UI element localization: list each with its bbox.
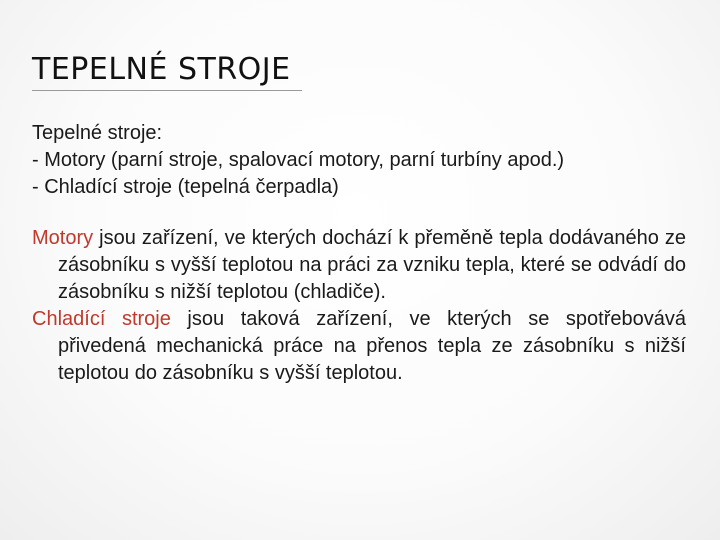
slide-body <box>32 120 686 387</box>
list-item-motors: - Motory (parní stroje, spalovací motory, parní turbíny apod.) <box>32 149 565 171</box>
definition-cooling-machines <box>32 306 686 387</box>
title-underline <box>32 90 302 91</box>
term-cooling-machines: Chladící stroje <box>32 308 171 330</box>
list-item-cooling-machines: - Chladící stroje (tepelná čerpadla) <box>32 176 339 198</box>
intro-line: Tepelné stroje: <box>32 122 163 144</box>
paragraph-spacer <box>32 201 686 225</box>
definition-cooling-machines-text: jsou taková zařízení, ve kterých se spotřebovává přivedená mechanická práce na přenos tepla ze zásobníku s nižší teplotou do zásobníku s vyšší teplotou. <box>58 308 686 384</box>
definition-motors <box>32 225 686 306</box>
definition-motors-text: jsou zařízení, ve kterých dochází k přeměně tepla dodávaného ze zásobníku s vyšší teplotou na práci za vzniku tepla, které se odvádí do zásobníku s nižší teplotou (chladiče). <box>58 227 686 303</box>
term-motors: Motory <box>32 227 94 249</box>
slide-title: TEPELNÉ STROJE <box>32 52 291 87</box>
